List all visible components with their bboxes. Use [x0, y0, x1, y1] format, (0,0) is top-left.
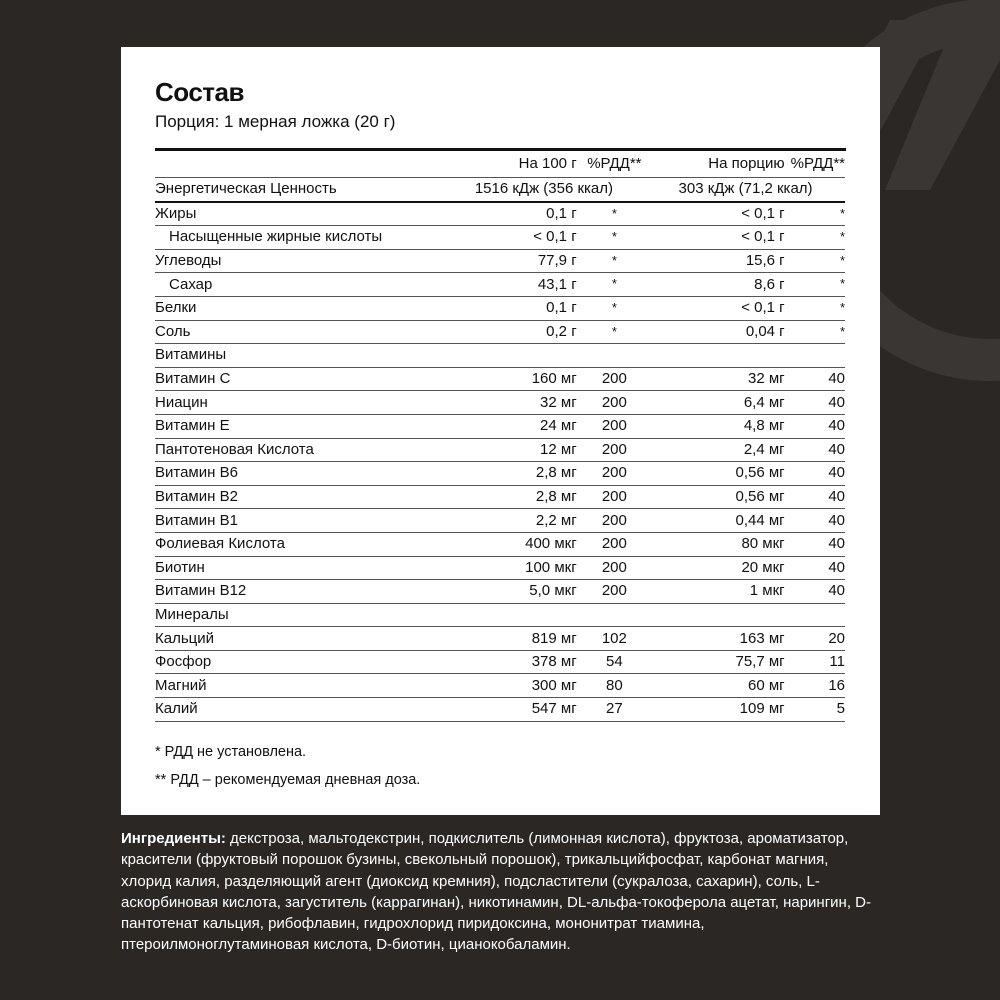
ingredients-list: декстроза, мальтодекстрин, подкислитель (лимонная кислота), фруктоза, ароматизатор, красители (фруктовый порошок бузины, свекольный порошок), трикальцийфосфат, карбонат магния, хлорид калия, разделяющий агент (диоксид кремния), подсластители (сукралоза, сахарин), соль, L-аскорбиновая кислота, загуститель (каррагинан), никотинамин, DL-альфа-токоферола ацетат, нарингин, D-пантотенат кальция, рибофлавин, гидрохлорид пиридоксина, мононитрат тиамина, птероилмоноглутаминовая кислота, D-биотин, цианокобаламин. [121, 830, 871, 954]
rdd-serving: 5 [791, 698, 845, 722]
rdd-serving [791, 603, 845, 627]
rdd-serving: 40 [791, 532, 845, 556]
value-per100: 2,2 мг [442, 509, 583, 533]
portion-size: Порция: 1 мерная ложка (20 г) [155, 112, 396, 131]
rdd-per100: 54 [583, 650, 646, 674]
value-serving: 109 мг [646, 698, 791, 722]
nutrient-name: Ниацин [155, 391, 442, 415]
rdd-per100: 200 [583, 391, 646, 415]
rdd-serving [791, 344, 845, 368]
rdd-per100 [583, 603, 646, 627]
rdd-serving: 16 [791, 674, 845, 698]
header-name [155, 151, 442, 178]
header-per100: На 100 г [442, 151, 583, 178]
table-row [155, 627, 845, 651]
rdd-per100: * [583, 296, 646, 320]
nutrient-name: Углеводы [155, 249, 442, 273]
value-serving: 0,04 г [646, 320, 791, 344]
table-row [155, 556, 845, 580]
value-serving [646, 603, 791, 627]
nutrient-name: Насыщенные жирные кислоты [155, 226, 442, 250]
value-serving: < 0,1 г [646, 296, 791, 320]
value-serving: 75,7 мг [646, 650, 791, 674]
footnotes [155, 738, 846, 794]
value-per100: 100 мкг [442, 556, 583, 580]
rdd-per100: 200 [583, 367, 646, 391]
nutrition-table [155, 151, 845, 722]
value-serving: 2,4 мг [646, 438, 791, 462]
value-serving: 15,6 г [646, 249, 791, 273]
table-row [155, 650, 845, 674]
rdd-per100: 80 [583, 674, 646, 698]
table-row [155, 485, 845, 509]
value-serving: 32 мг [646, 367, 791, 391]
value-per100: 43,1 г [442, 273, 583, 297]
energy-label: Энергетическая Ценность [155, 178, 442, 202]
rdd-serving: 40 [791, 438, 845, 462]
value-per100: 400 мкг [442, 532, 583, 556]
nutrient-name: Витамин В2 [155, 485, 442, 509]
table-row [155, 462, 845, 486]
rdd-per100: 200 [583, 485, 646, 509]
nutrient-name: Витамин Е [155, 414, 442, 438]
card-title: Состав [155, 77, 244, 107]
value-serving: 163 мг [646, 627, 791, 651]
table-row [155, 532, 845, 556]
value-serving: 0,44 мг [646, 509, 791, 533]
rdd-per100: * [583, 273, 646, 297]
table-row [155, 249, 845, 273]
table-row [155, 580, 845, 604]
rdd-per100: 200 [583, 509, 646, 533]
rdd-serving: * [791, 320, 845, 344]
value-per100: 24 мг [442, 414, 583, 438]
rdd-per100: 200 [583, 414, 646, 438]
rdd-serving: 40 [791, 367, 845, 391]
nutrient-name: Витамин В12 [155, 580, 442, 604]
value-serving: 6,4 мг [646, 391, 791, 415]
value-serving [646, 344, 791, 368]
value-serving: < 0,1 г [646, 226, 791, 250]
footnote-rdd-definition: ** РДД – рекомендуемая дневная доза. [155, 771, 421, 788]
value-per100: 0,1 г [442, 296, 583, 320]
nutrient-name: Фосфор [155, 650, 442, 674]
rdd-serving: * [791, 226, 845, 250]
value-per100: 0,1 г [442, 202, 583, 226]
nutrition-card [121, 47, 880, 815]
rdd-serving: 40 [791, 462, 845, 486]
rdd-per100: 27 [583, 698, 646, 722]
nutrient-name: Сахар [155, 273, 442, 297]
value-serving: 1 мкг [646, 580, 791, 604]
nutrient-name: Белки [155, 296, 442, 320]
table-row [155, 391, 845, 415]
rdd-serving: 40 [791, 580, 845, 604]
table-row [155, 367, 845, 391]
table-row [155, 698, 845, 722]
table-row [155, 344, 845, 368]
value-per100 [442, 344, 583, 368]
value-per100: 547 мг [442, 698, 583, 722]
rdd-serving: * [791, 296, 845, 320]
energy-row [155, 178, 845, 202]
rdd-per100: * [583, 320, 646, 344]
rdd-per100 [583, 344, 646, 368]
value-per100: 300 мг [442, 674, 583, 698]
energy-per100: 1516 кДж (356 ккал) [442, 178, 646, 202]
table-row [155, 296, 845, 320]
value-per100: 77,9 г [442, 249, 583, 273]
value-serving: 80 мкг [646, 532, 791, 556]
table-row [155, 603, 845, 627]
value-per100: 160 мг [442, 367, 583, 391]
rdd-serving: * [791, 202, 845, 226]
rdd-per100: * [583, 202, 646, 226]
rdd-serving: 20 [791, 627, 845, 651]
nutrient-name: Витамин В6 [155, 462, 442, 486]
value-per100: 819 мг [442, 627, 583, 651]
value-per100: 2,8 мг [442, 485, 583, 509]
rdd-serving: 40 [791, 556, 845, 580]
rdd-per100: 102 [583, 627, 646, 651]
value-serving: 8,6 г [646, 273, 791, 297]
energy-serving: 303 кДж (71,2 ккал) [646, 178, 845, 202]
footnote-rdd-not-set: * РДД не установлена. [155, 743, 307, 760]
value-per100: < 0,1 г [442, 226, 583, 250]
nutrient-name: Пантотеновая Кислота [155, 438, 442, 462]
nutrient-name: Витамины [155, 344, 442, 368]
nutrient-name: Витамин В1 [155, 509, 442, 533]
rdd-per100: 200 [583, 532, 646, 556]
rdd-per100: 200 [583, 580, 646, 604]
table-row [155, 414, 845, 438]
table-row [155, 320, 845, 344]
rdd-per100: 200 [583, 438, 646, 462]
value-per100 [442, 603, 583, 627]
rdd-serving: 40 [791, 485, 845, 509]
table-row [155, 226, 845, 250]
rdd-per100: 200 [583, 462, 646, 486]
nutrient-name: Кальций [155, 627, 442, 651]
table-row [155, 674, 845, 698]
value-per100: 12 мг [442, 438, 583, 462]
table-row [155, 273, 845, 297]
rdd-serving: * [791, 273, 845, 297]
value-per100: 0,2 г [442, 320, 583, 344]
rdd-per100: * [583, 249, 646, 273]
nutrient-name: Минералы [155, 603, 442, 627]
ingredients-text [121, 828, 881, 956]
header-rdd1: %РДД** [583, 151, 646, 178]
rdd-serving: 40 [791, 509, 845, 533]
header-serving: На порцию [646, 151, 791, 178]
value-per100: 5,0 мкг [442, 580, 583, 604]
table-row [155, 509, 845, 533]
value-serving: 20 мкг [646, 556, 791, 580]
table-row [155, 202, 845, 226]
rdd-serving: 40 [791, 391, 845, 415]
rdd-per100: 200 [583, 556, 646, 580]
nutrient-name: Магний [155, 674, 442, 698]
value-serving: 0,56 мг [646, 485, 791, 509]
value-serving: 4,8 мг [646, 414, 791, 438]
value-per100: 32 мг [442, 391, 583, 415]
nutrient-name: Витамин С [155, 367, 442, 391]
value-serving: 0,56 мг [646, 462, 791, 486]
value-per100: 378 мг [442, 650, 583, 674]
rdd-serving: * [791, 249, 845, 273]
rdd-per100: * [583, 226, 646, 250]
rdd-serving: 40 [791, 414, 845, 438]
nutrient-name: Биотин [155, 556, 442, 580]
header-rdd2: %РДД** [791, 151, 845, 178]
ingredients-label: Ингредиенты: [121, 830, 226, 847]
table-row [155, 438, 845, 462]
rdd-serving: 11 [791, 650, 845, 674]
value-per100: 2,8 мг [442, 462, 583, 486]
nutrient-name: Жиры [155, 202, 442, 226]
nutrient-name: Фолиевая Кислота [155, 532, 442, 556]
nutrient-name: Соль [155, 320, 442, 344]
value-serving: < 0,1 г [646, 202, 791, 226]
nutrient-name: Калий [155, 698, 442, 722]
value-serving: 60 мг [646, 674, 791, 698]
table-header-row [155, 151, 845, 178]
